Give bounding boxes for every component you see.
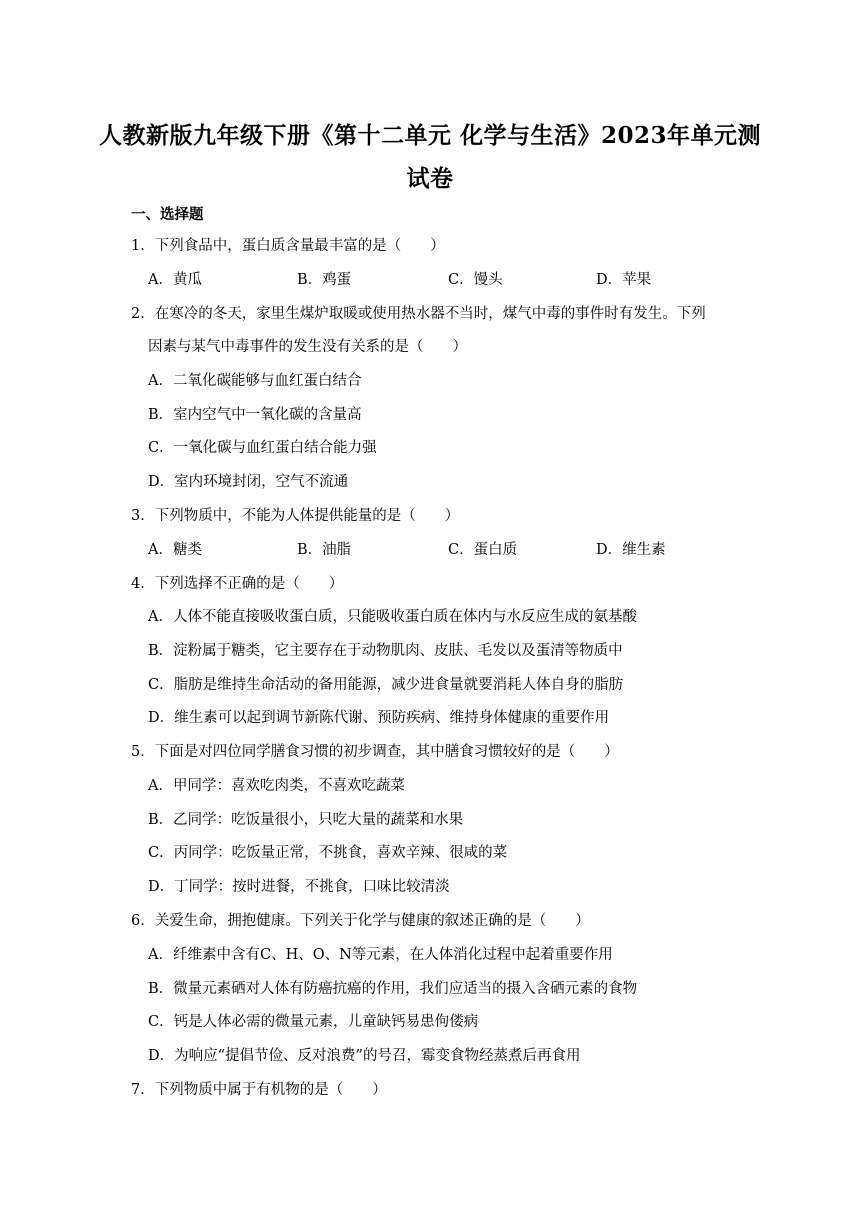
q1-option-d: D．苹果 xyxy=(596,272,652,288)
question-5-stem: 5．下面是对四位同学膳食习惯的初步调查，其中膳食习惯较好的是（ ） xyxy=(131,744,619,760)
q4-option-a: A．人体不能直接吸收蛋白质，只能吸收蛋白质在体内与水反应生成的氨基酸 xyxy=(148,609,637,625)
q6-option-c: C．钙是人体必需的微量元素，儿童缺钙易患佝偻病 xyxy=(148,1014,479,1030)
question-4-stem: 4．下列选择不正确的是（ ） xyxy=(131,576,344,592)
title-line-1: 人教新版九年级下册《第十二单元 化学与生活》2023年单元测 xyxy=(98,122,762,149)
q5-option-a: A．甲同学：喜欢吃肉类，不喜欢吃蔬菜 xyxy=(148,778,405,794)
question-3-stem: 3．下列物质中，不能为人体提供能量的是（ ） xyxy=(131,508,460,524)
question-2-stem: 2．在寒冷的冬天，家里生煤炉取暖或使用热水器不当时，煤气中毒的事件时有发生。下列 xyxy=(131,306,706,322)
question-2-stem-cont: 因素与某气中毒事件的发生没有关系的是（ ） xyxy=(148,339,467,355)
q3-option-b: B．油脂 xyxy=(297,542,352,558)
question-6-stem: 6．关爱生命，拥抱健康。下列关于化学与健康的叙述正确的是（ ） xyxy=(131,913,590,929)
q2-option-a: A．二氧化碳能够与血红蛋白结合 xyxy=(148,373,362,389)
q5-option-b: B．乙同学：吃饭量很小，只吃大量的蔬菜和水果 xyxy=(148,812,464,828)
q2-option-b: B．室内空气中一氧化碳的含量高 xyxy=(148,407,362,423)
q4-option-d: D．维生素可以起到调节新陈代谢、预防疾病、维持身体健康的重要作用 xyxy=(148,710,610,726)
q4-option-c: C．脂肪是维持生命活动的备用能源，减少进食量就要消耗人体自身的脂肪 xyxy=(148,677,624,693)
q6-option-d: D．为响应“提倡节俭、反对浪费”的号召，霉变食物经蒸煮后再食用 xyxy=(148,1048,581,1064)
question-1-stem: 1．下列食品中，蛋白质含量最丰富的是（ ） xyxy=(131,238,445,254)
q2-option-c: C．一氧化碳与血红蛋白结合能力强 xyxy=(148,440,377,456)
q4-option-b: B．淀粉属于糖类，它主要存在于动物肌肉、皮肤、毛发以及蛋清等物质中 xyxy=(148,643,623,659)
q6-option-b: B．微量元素硒对人体有防癌抗癌的作用，我们应适当的摄入含硒元素的食物 xyxy=(148,981,638,997)
q3-option-a: A．糖类 xyxy=(148,542,202,558)
question-7-stem: 7．下列物质中属于有机物的是（ ） xyxy=(131,1082,387,1098)
section-heading: 一、选择题 xyxy=(131,206,204,223)
q3-option-d: D．维生素 xyxy=(596,542,666,558)
q1-option-b: B．鸡蛋 xyxy=(297,272,352,288)
q2-option-d: D．室内环境封闭，空气不流通 xyxy=(148,474,349,490)
title-line-2: 试卷 xyxy=(406,165,454,192)
q5-option-d: D．丁同学：按时进餐，不挑食，口味比较清淡 xyxy=(148,879,450,895)
q1-option-c: C．馒头 xyxy=(448,272,503,288)
q3-option-c: C．蛋白质 xyxy=(448,542,518,558)
q6-option-a: A．纤维素中含有C、H、O、N等元素，在人体消化过程中起着重要作用 xyxy=(148,947,613,963)
q1-option-a: A．黄瓜 xyxy=(148,272,202,288)
q5-option-c: C．丙同学：吃饭量正常，不挑食，喜欢辛辣、很咸的菜 xyxy=(148,845,508,861)
